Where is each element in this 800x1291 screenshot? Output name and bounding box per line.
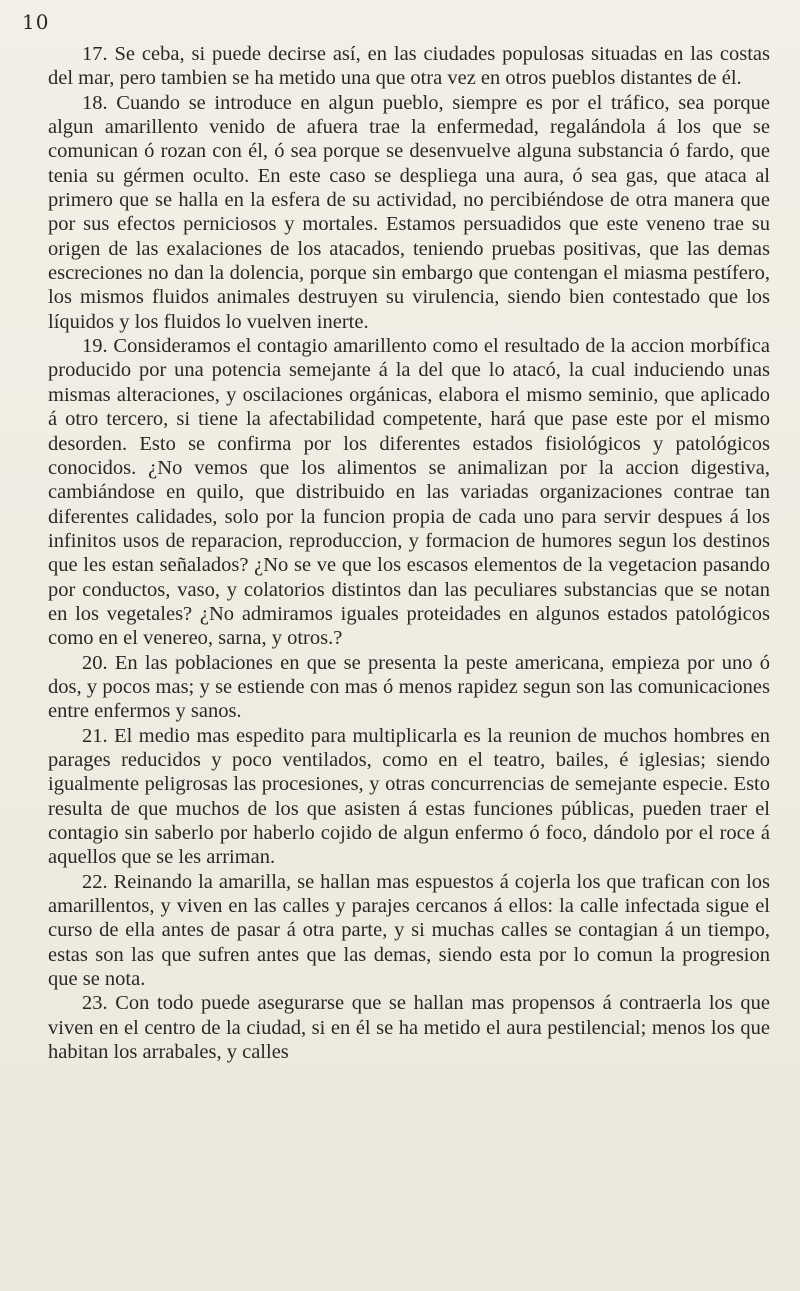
- page-number: 10: [22, 10, 50, 34]
- paragraph-23: 23. Con todo puede asegurarse que se hallan mas propensos á contraerla los que viven en el centro de la ciudad, si en él se ha metido el aura pestilencial; menos los que habitan los arrabales, y calles: [48, 992, 770, 1064]
- paragraph-21: 21. El medio mas espedito para multiplicarla es la reunion de muchos hombres en parages reducidos y poco ventilados, como en el teatro, bailes, é iglesias; siendo igualmente peligrosas las procesiones, y otras concurrencias de semejante especie. Esto resulta de que muchos de los que asisten á estas funciones públicas, pueden traer el contagio sin saberlo por haberlo cojido de algun enfermo ó foco, dándolo por el roce á aquellos que se les arriman.: [48, 724, 770, 869]
- page-text: [48, 42, 770, 1064]
- paragraph-18: 18. Cuando se introduce en algun pueblo, siempre es por el tráfico, sea porque algun amarillento venido de afuera trae la enfermedad, regalándola á los que se comunican ó rozan con él, ó sea porque se desenvuelve alguna substancia ó fardo, que tenia su gérmen oculto. En este caso se despliega una aura, ó sea gas, que ataca al primero que se halla en la esfera de su actividad, no percibiéndose de otra manera que por sus efectos perniciosos y mortales. Estamos persuadidos que este veneno trae su origen de las exalaciones de los atacados, teniendo pruebas positivas, que las demas escreciones no dan la dolencia, porque sin embargo que contengan el miasma pestífero, los mismos fluidos animales destruyen su virulencia, siendo bien contestado que los líquidos y los fluidos lo vuelven inerte.: [48, 91, 770, 333]
- paragraph-22: 22. Reinando la amarilla, se hallan mas espuestos á cojerla los que trafican con los amarillentos, y viven en las calles y parajes cercanos á ellos: la calle infectada sigue el curso de ella antes de pasar á otra parte, y si muchas calles se contagian á un tiempo, estas son las que sufren antes que las demas, siendo esta por lo comun la progresion que se nota.: [48, 870, 770, 991]
- paragraph-19: 19. Consideramos el contagio amarillento como el resultado de la accion morbífica producido por una potencia semejante á la del que lo atacó, la cual induciendo unas mismas alteraciones, y oscilaciones orgánicas, elabora el mismo seminio, que aplicado á otro tercero, si tiene la afectabilidad competente, hará que pase este por el mismo desorden. Esto se confirma por los diferentes estados fisiológicos y patológicos conocidos. ¿No vemos que los alimentos se animalizan por la accion digestiva, cambiándose en quilo, que distribuido en las variadas organizaciones contrae tan diferentes calidades, solo por la funcion propia de cada uno para servir despues á los infinitos usos de reparacion, reproduccion, y formacion de humores segun los destinos que les estan señalados? ¿No se ve que los escasos elementos de la vegetacion pasando por conductos, vaso, y colatorios distintos dan las peculiares substancias que se notan en los vegetales? ¿No admiramos iguales proteidades en algunos estados patológicos como en el venereo, sarna, y otros.?: [48, 335, 770, 650]
- paragraph-17: 17. Se ceba, si puede decirse así, en las ciudades populosas situadas en las costas del mar, pero tambien se ha metido una que otra vez en otros pueblos distantes de él.: [48, 43, 770, 90]
- paragraph-20: 20. En las poblaciones en que se presenta la peste americana, empieza por uno ó dos, y pocos mas; y se estiende con mas ó menos rapidez segun son las comunicaciones entre enfermos y sanos.: [48, 651, 770, 723]
